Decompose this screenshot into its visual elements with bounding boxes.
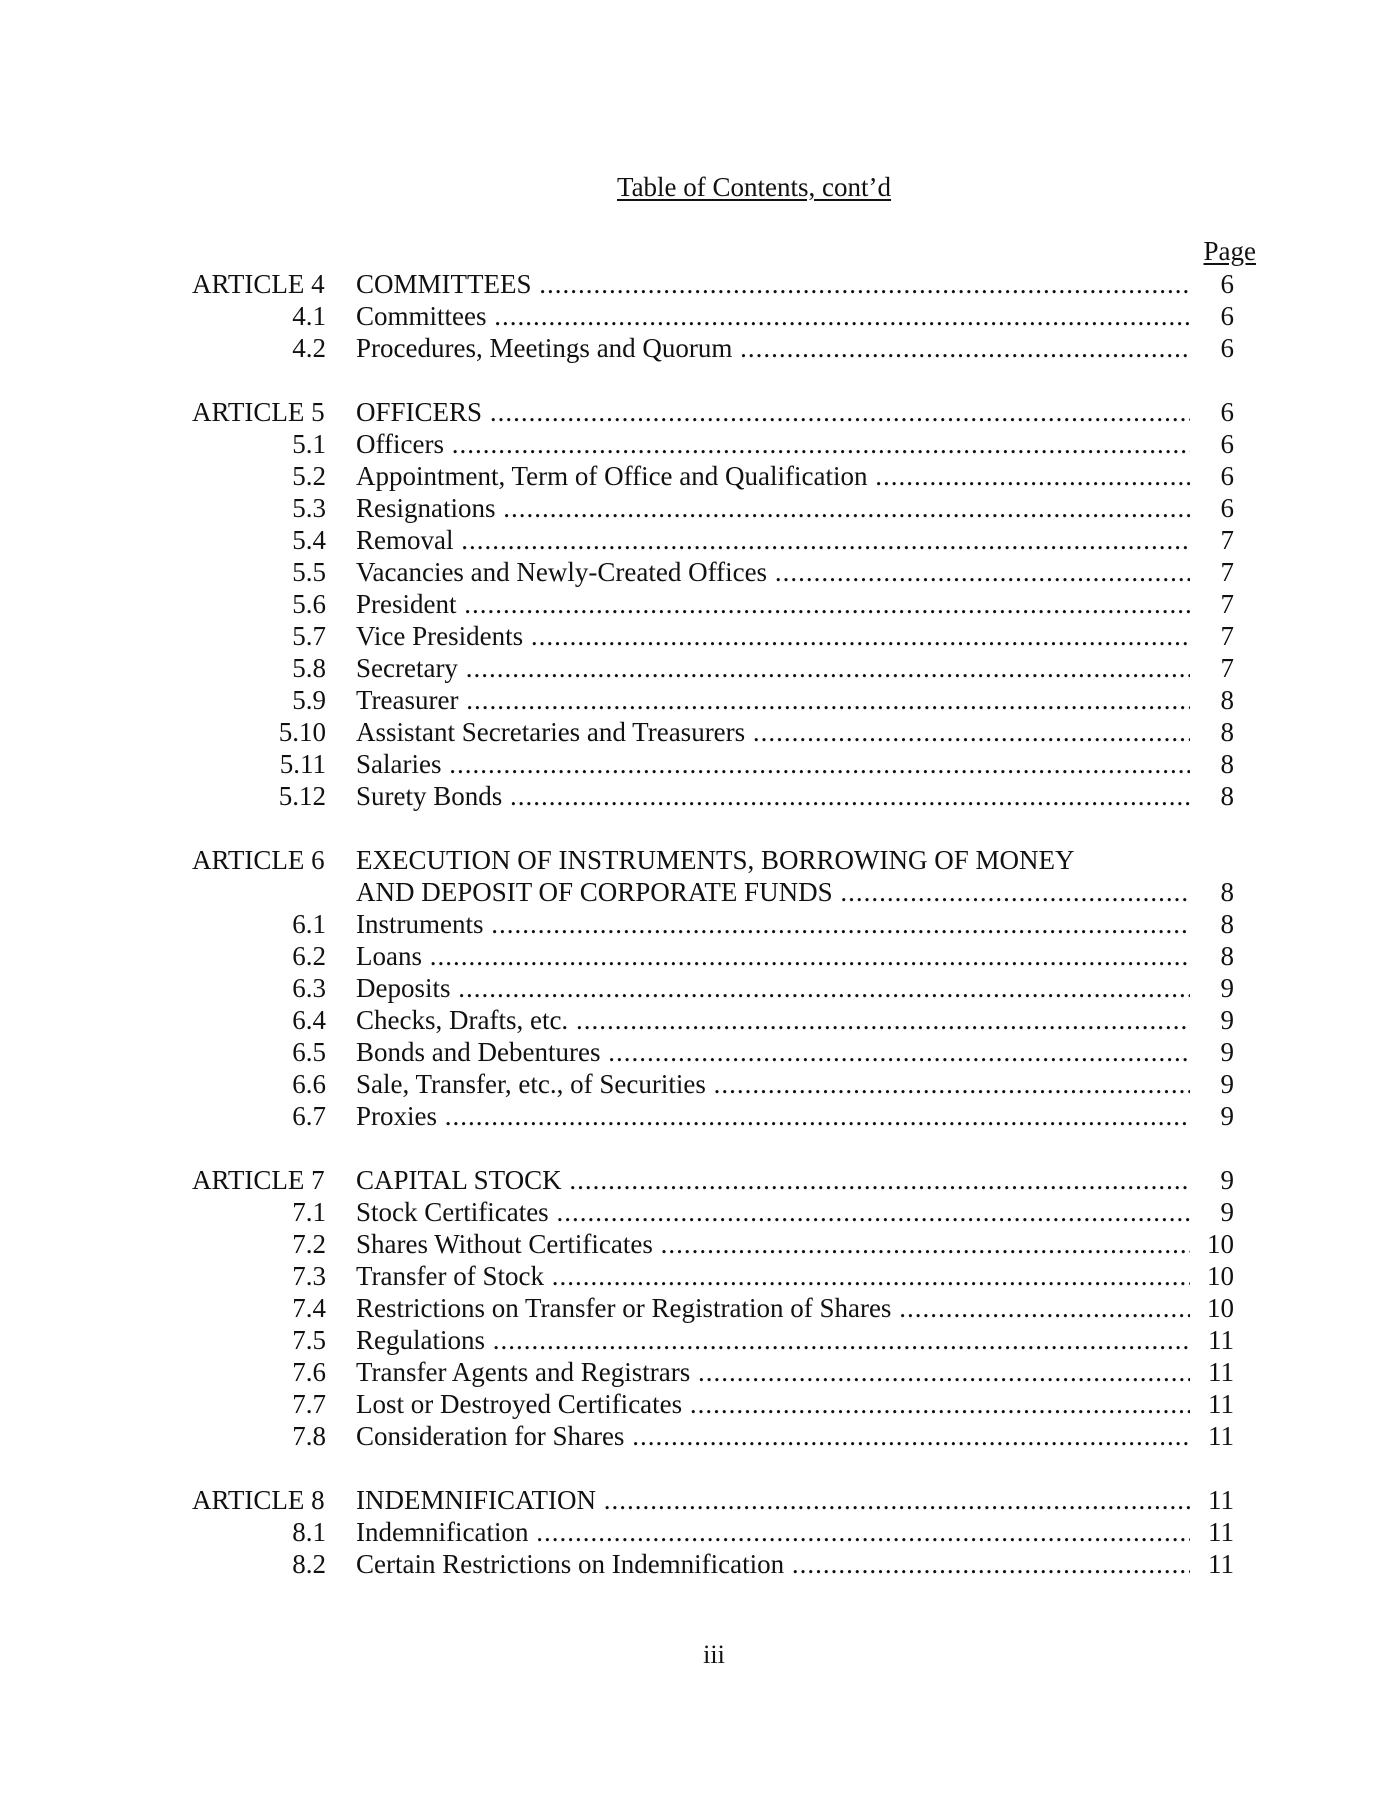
section-number: 5.5	[292, 557, 326, 587]
article-heading-row[interactable]	[0, 1484, 1400, 1516]
article-page-number: 9	[1220, 1165, 1234, 1195]
section-row[interactable]	[0, 908, 1400, 940]
section-number: 6.1	[292, 909, 326, 939]
section-page-number: 6	[1220, 493, 1234, 523]
article-label: ARTICLE 4	[192, 269, 325, 299]
section-page-number: 9	[1220, 1101, 1234, 1131]
article-heading-row[interactable]	[0, 396, 1400, 428]
section-page-number: 9	[1220, 1005, 1234, 1035]
section-page-number: 10	[1207, 1261, 1234, 1291]
section-number: 5.3	[292, 493, 326, 523]
section-page-number: 11	[1208, 1549, 1234, 1579]
section-row[interactable]	[0, 1420, 1400, 1452]
section-page-number: 9	[1220, 1037, 1234, 1067]
section-row[interactable]	[0, 1036, 1400, 1068]
section-row[interactable]	[0, 1516, 1400, 1548]
section-number: 6.3	[292, 973, 326, 1003]
section-title: Appointment, Term of Office and Qualification .....	[356, 460, 1190, 492]
section-title: Instruments .....	[356, 908, 1190, 940]
section-number: 7.7	[292, 1389, 326, 1419]
section-title: Assistant Secretaries and Treasurers .....	[356, 716, 1190, 748]
section-title: Procedures, Meetings and Quorum .....	[356, 332, 1190, 364]
section-title: Restrictions on Transfer or Registration of Shares .....	[356, 1292, 1190, 1324]
section-page-number: 7	[1220, 557, 1234, 587]
section-page-number: 11	[1208, 1325, 1234, 1355]
article-label: ARTICLE 7	[192, 1165, 325, 1195]
section-number: 4.2	[292, 333, 326, 363]
section-title: Loans .....	[356, 940, 1190, 972]
section-title: Consideration for Shares .....	[356, 1420, 1190, 1452]
article-heading-row-continued[interactable]	[0, 876, 1400, 908]
section-number: 5.4	[292, 525, 326, 555]
section-number: 7.4	[292, 1293, 326, 1323]
section-number: 8.1	[292, 1517, 326, 1547]
section-page-number: 9	[1220, 1197, 1234, 1227]
section-title: Shares Without Certificates .....	[356, 1228, 1190, 1260]
section-number: 7.6	[292, 1357, 326, 1387]
section-title: Deposits .....	[356, 972, 1190, 1004]
section-title: Vice Presidents .....	[356, 620, 1190, 652]
section-title: President .....	[356, 588, 1190, 620]
section-title: Resignations .....	[356, 492, 1190, 524]
page-title: Table of Contents, cont’d	[616, 172, 892, 202]
section-title: Proxies .....	[356, 1100, 1190, 1132]
section-number: 7.8	[292, 1421, 326, 1451]
section-row[interactable]	[0, 1292, 1400, 1324]
article-title: OFFICERS .....	[356, 396, 1190, 428]
section-page-number: 8	[1220, 685, 1234, 715]
section-row[interactable]	[0, 492, 1400, 524]
article-title: COMMITTEES .....	[356, 268, 1190, 300]
section-row[interactable]	[0, 1548, 1400, 1580]
section-row[interactable]	[0, 684, 1400, 716]
section-title: Stock Certificates .....	[356, 1196, 1190, 1228]
section-page-number: 6	[1220, 429, 1234, 459]
article-page-number: 8	[1220, 877, 1234, 907]
section-row[interactable]	[0, 1100, 1400, 1132]
section-page-number: 11	[1208, 1517, 1234, 1547]
section-number: 7.1	[292, 1197, 326, 1227]
section-row[interactable]	[0, 332, 1400, 364]
article-label: ARTICLE 8	[192, 1485, 325, 1515]
section-row[interactable]	[0, 940, 1400, 972]
article-label: ARTICLE 6	[192, 845, 325, 875]
article-heading-row[interactable]	[0, 268, 1400, 300]
article-heading-row[interactable]	[0, 844, 1400, 876]
section-title: Checks, Drafts, etc. .....	[356, 1004, 1190, 1036]
section-title: Transfer of Stock .....	[356, 1260, 1190, 1292]
section-number: 5.7	[292, 621, 326, 651]
article-block	[0, 844, 1400, 1132]
section-number: 6.4	[292, 1005, 326, 1035]
section-row[interactable]	[0, 1196, 1400, 1228]
section-row[interactable]	[0, 716, 1400, 748]
section-row[interactable]	[0, 620, 1400, 652]
section-row[interactable]	[0, 460, 1400, 492]
section-number: 6.6	[292, 1069, 326, 1099]
section-number: 7.3	[292, 1261, 326, 1291]
section-page-number: 11	[1208, 1389, 1234, 1419]
section-page-number: 7	[1220, 589, 1234, 619]
section-row[interactable]	[0, 588, 1400, 620]
section-number: 4.1	[292, 301, 326, 331]
section-row[interactable]	[0, 556, 1400, 588]
article-block	[0, 396, 1400, 812]
section-page-number: 11	[1208, 1421, 1234, 1451]
section-page-number: 8	[1220, 909, 1234, 939]
section-title: Sale, Transfer, etc., of Securities .....	[356, 1068, 1190, 1100]
section-page-number: 9	[1220, 1069, 1234, 1099]
section-number: 7.5	[292, 1325, 326, 1355]
section-number: 7.2	[292, 1229, 326, 1259]
section-row[interactable]	[0, 1388, 1400, 1420]
section-row[interactable]	[0, 524, 1400, 556]
section-title: Transfer Agents and Registrars .....	[356, 1356, 1190, 1388]
section-row[interactable]	[0, 1068, 1400, 1100]
article-block	[0, 1164, 1400, 1452]
section-title: Secretary .....	[356, 652, 1190, 684]
section-page-number: 6	[1220, 333, 1234, 363]
article-title: EXECUTION OF INSTRUMENTS, BORROWING OF MONEY	[356, 845, 1075, 875]
section-row[interactable]	[0, 1324, 1400, 1356]
section-number: 5.9	[292, 685, 326, 715]
section-title: Bonds and Debentures .....	[356, 1036, 1190, 1068]
section-page-number: 7	[1220, 621, 1234, 651]
section-title: Vacancies and Newly-Created Offices .....	[356, 556, 1190, 588]
table-of-contents	[0, 268, 1400, 1612]
section-row[interactable]	[0, 1004, 1400, 1036]
section-title: Regulations .....	[356, 1324, 1190, 1356]
section-page-number: 7	[1220, 525, 1234, 555]
section-page-number: 8	[1220, 717, 1234, 747]
section-page-number: 10	[1207, 1229, 1234, 1259]
section-page-number: 10	[1207, 1293, 1234, 1323]
section-number: 5.10	[278, 717, 326, 747]
section-number: 5.1	[292, 429, 326, 459]
section-page-number: 9	[1220, 973, 1234, 1003]
section-page-number: 6	[1220, 461, 1234, 491]
article-title-continued: AND DEPOSIT OF CORPORATE FUNDS .....	[356, 876, 1190, 908]
section-number: 5.8	[292, 653, 326, 683]
section-title: Lost or Destroyed Certificates .....	[356, 1388, 1190, 1420]
article-title: INDEMNIFICATION .....	[356, 1484, 1190, 1516]
section-row[interactable]	[0, 1356, 1400, 1388]
section-page-number: 6	[1220, 301, 1234, 331]
article-block	[0, 1484, 1400, 1580]
section-row[interactable]	[0, 748, 1400, 780]
section-number: 8.2	[292, 1549, 326, 1579]
section-page-number: 8	[1220, 941, 1234, 971]
article-page-number: 11	[1208, 1485, 1234, 1515]
article-block	[0, 268, 1400, 364]
section-number: 5.6	[292, 589, 326, 619]
section-title: Surety Bonds .....	[356, 780, 1190, 812]
section-page-number: 8	[1220, 749, 1234, 779]
article-title: CAPITAL STOCK .....	[356, 1164, 1190, 1196]
section-page-number: 11	[1208, 1357, 1234, 1387]
page-number: iii	[703, 1640, 725, 1669]
section-title: Certain Restrictions on Indemnification .....	[356, 1548, 1190, 1580]
section-number: 5.12	[278, 781, 326, 811]
section-row[interactable]	[0, 1228, 1400, 1260]
section-row[interactable]	[0, 652, 1400, 684]
section-row[interactable]	[0, 972, 1400, 1004]
section-row[interactable]	[0, 300, 1400, 332]
page-column-label: Page	[1203, 236, 1256, 266]
section-title: Officers .....	[356, 428, 1190, 460]
article-label: ARTICLE 5	[192, 397, 325, 427]
article-heading-row[interactable]	[0, 1164, 1400, 1196]
section-page-number: 7	[1220, 653, 1234, 683]
section-number: 6.2	[292, 941, 326, 971]
section-title: Committees .....	[356, 300, 1190, 332]
section-number: 5.2	[292, 461, 326, 491]
article-page-number: 6	[1220, 397, 1234, 427]
section-title: Removal .....	[356, 524, 1190, 556]
section-number: 5.11	[279, 749, 326, 779]
section-page-number: 8	[1220, 781, 1234, 811]
section-number: 6.5	[292, 1037, 326, 1067]
section-title: Treasurer .....	[356, 684, 1190, 716]
section-number: 6.7	[292, 1101, 326, 1131]
section-row[interactable]	[0, 428, 1400, 460]
article-page-number: 6	[1220, 269, 1234, 299]
section-row[interactable]	[0, 780, 1400, 812]
section-title: Salaries .....	[356, 748, 1190, 780]
section-title: Indemnification .....	[356, 1516, 1190, 1548]
section-row[interactable]	[0, 1260, 1400, 1292]
